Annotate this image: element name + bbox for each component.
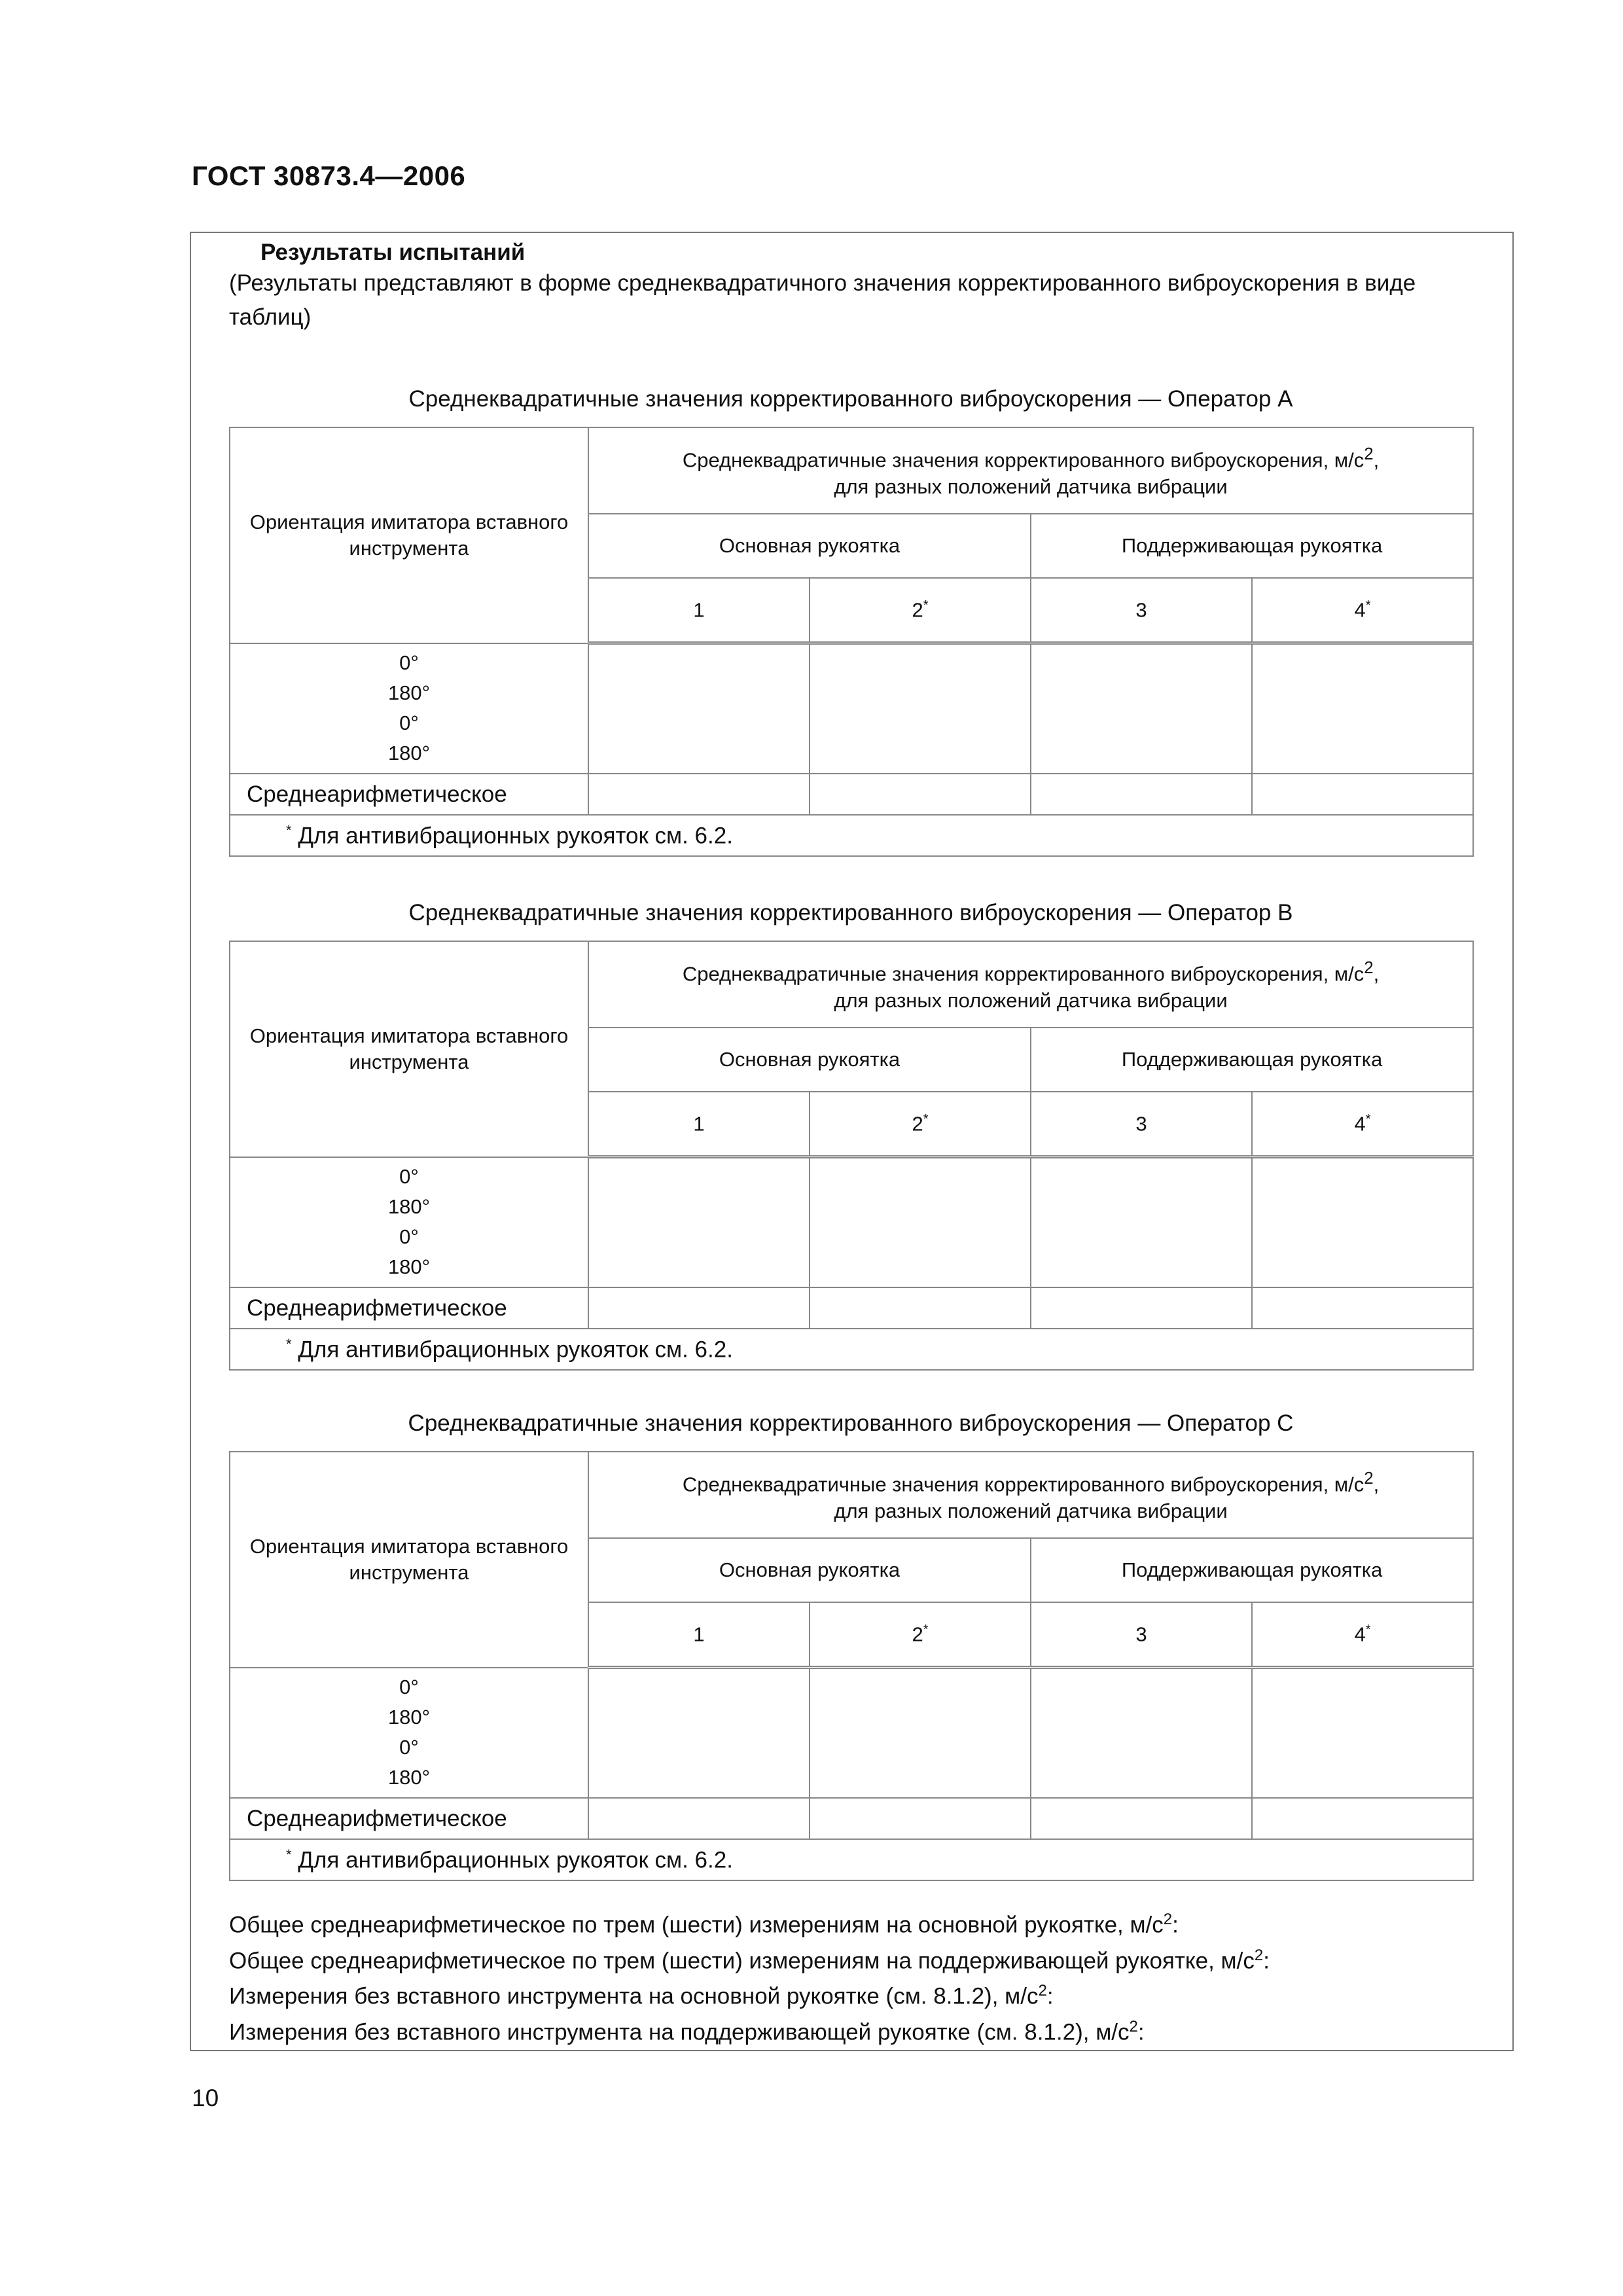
sensor-position-header: 3 [1031,578,1252,643]
table-caption: Среднеквадратичные значения корректированного виброускорения — Оператор А [408,386,1293,412]
main-handle-header: Основная рукоятка [588,1028,1031,1092]
average-cell[interactable] [588,774,810,815]
average-label: Среднеарифметическое [230,774,588,815]
orientation-list [230,1668,588,1799]
support-handle-header: Поддерживающая рукоятка [1031,1028,1473,1092]
orientation-header: Ориентация имитатора вставного инструмента [230,941,588,1157]
value-cell[interactable] [1031,1668,1252,1799]
measurement-table [229,427,1474,857]
value-cell[interactable] [588,643,810,774]
summary-lines [229,1905,1270,2048]
measurement-table [229,941,1474,1371]
value-cell[interactable] [810,643,1031,774]
average-cell[interactable] [810,1287,1031,1329]
sensor-position-header: 1 [588,1602,810,1668]
value-cell[interactable] [1252,643,1473,774]
orientation-value: 0° [399,711,419,735]
value-cell[interactable] [588,1668,810,1799]
sensor-position-header: 3 [1031,1092,1252,1157]
table-footnote: * Для антивибрационных рукояток см. 6.2. [230,815,1473,856]
average-cell[interactable] [1252,1798,1473,1839]
sensor-position-header: 2* [810,1092,1031,1157]
sensor-position-header: 3 [1031,1602,1252,1668]
average-cell[interactable] [1031,774,1252,815]
average-label: Среднеарифметическое [230,1798,588,1839]
summary-line: Измерения без вставного инструмента на основной рукоятке (см. 8.1.2), $м/с^2$: [229,1982,1054,2009]
page-number: 10 [192,2085,219,2111]
values-header: Среднеквадратичные значения корректированного виброускорения, $м/с^2$, для разных положений датчика вибрации [588,427,1473,514]
support-handle-header: Поддерживающая рукоятка [1031,1538,1473,1602]
orientation-header: Ориентация имитатора вставного инструмента [230,1452,588,1668]
value-cell[interactable] [1252,1668,1473,1799]
orientation-value: 180° [387,1255,431,1279]
orientation-list [230,643,588,774]
table-footnote: * Для антивибрационных рукояток см. 6.2. [230,1839,1473,1880]
value-cell[interactable] [810,1157,1031,1288]
values-header: Среднеквадратичные значения корректированного виброускорения, $м/с^2$, для разных положений датчика вибрации [588,1452,1473,1538]
orientation-value: 0° [399,1225,419,1249]
results-heading: Результаты испытаний [260,240,526,265]
sensor-position-header: 2* [810,578,1031,643]
orientation-value: 180° [387,1195,431,1219]
sensor-position-header: 1 [588,1092,810,1157]
average-cell[interactable] [1252,774,1473,815]
average-label: Среднеарифметическое [230,1287,588,1329]
orientation-value: 180° [387,742,431,765]
value-cell[interactable] [1031,1157,1252,1288]
average-cell[interactable] [588,1798,810,1839]
table-caption: Среднеквадратичные значения корректированного виброускорения — Оператор В [408,900,1293,925]
orientation-header: Ориентация имитатора вставного инструмента [230,427,588,643]
orientation-value: 180° [387,1706,431,1729]
average-cell[interactable] [1031,1798,1252,1839]
values-header: Среднеквадратичные значения корректированного виброускорения, $м/с^2$, для разных положений датчика вибрации [588,941,1473,1028]
orientation-list [230,1157,588,1288]
value-cell[interactable] [1031,643,1252,774]
sensor-position-header: 1 [588,578,810,643]
orientation-value: 0° [399,1165,419,1189]
value-cell[interactable] [810,1668,1031,1799]
orientation-value: 0° [399,1676,419,1699]
main-handle-header: Основная рукоятка [588,514,1031,578]
orientation-value: 180° [387,681,431,705]
average-cell[interactable] [810,1798,1031,1839]
orientation-value: 0° [399,651,419,675]
orientation-value: 0° [399,1736,419,1759]
support-handle-header: Поддерживающая рукоятка [1031,514,1473,578]
table-footnote: * Для антивибрационных рукояток см. 6.2. [230,1329,1473,1370]
summary-line: Общее среднеарифметическое по трем (шести) измерениям на основной рукоятке, $м/с^2$: [229,1910,1179,1938]
summary-line: Измерения без вставного инструмента на поддерживающей рукоятке (см. 8.1.2), $м/с^2$: [229,2017,1145,2045]
summary-line: Общее среднеарифметическое по трем (шести) измерениям на поддерживающей рукоятке, $м/с^2$: [229,1946,1270,1974]
sensor-position-header: 2* [810,1602,1031,1668]
orientation-value: 180° [387,1766,431,1789]
main-handle-header: Основная рукоятка [588,1538,1031,1602]
average-cell[interactable] [588,1287,810,1329]
sensor-position-header: 4* [1252,1602,1473,1668]
table-caption: Среднеквадратичные значения корректированного виброускорения — Оператор С [408,1410,1294,1436]
average-cell[interactable] [1252,1287,1473,1329]
value-cell[interactable] [588,1157,810,1288]
value-cell[interactable] [1252,1157,1473,1288]
sensor-position-header: 4* [1252,1092,1473,1157]
average-cell[interactable] [1031,1287,1252,1329]
average-cell[interactable] [810,774,1031,815]
sensor-position-header: 4* [1252,578,1473,643]
measurement-table [229,1451,1474,1881]
document-code: ГОСТ 30873.4—2006 [192,160,466,191]
results-note: (Результаты представляют в форме среднеквадратичного значения корректированного виброускорения в виде таблиц) [229,270,1416,330]
